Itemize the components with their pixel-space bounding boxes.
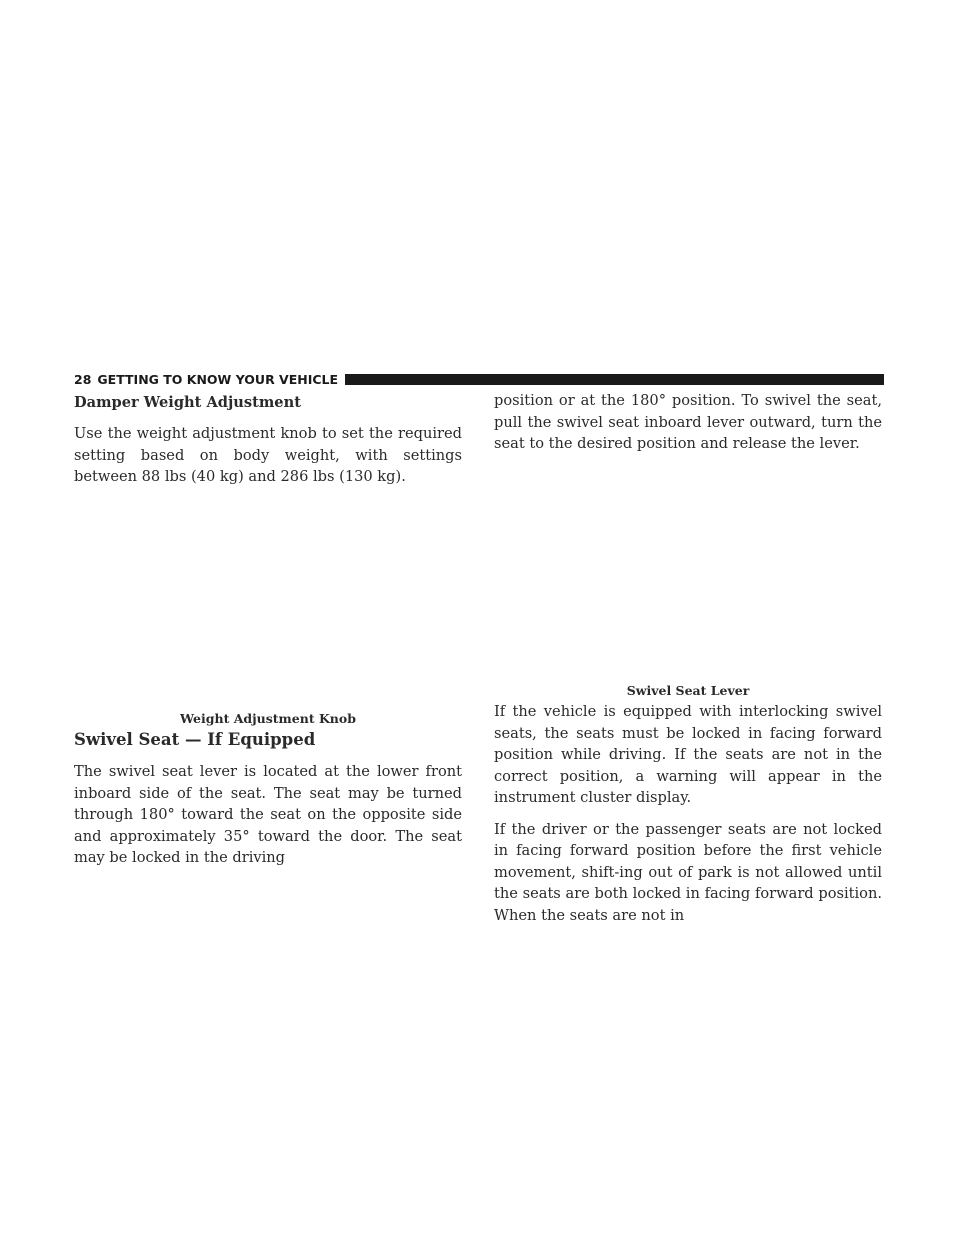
header-rule	[345, 374, 884, 385]
damper-weight-heading: Damper Weight Adjustment	[74, 394, 301, 411]
interlock-paragraph: If the vehicle is equipped with interlocking swivel seats, the seats must be locked in facing forward position while driving. If the seats are not in the correct position, a warning will appear in the instrument cluster display.	[494, 703, 882, 806]
left-column-bottom	[74, 729, 462, 869]
weight-adjustment-knob-figure	[74, 500, 462, 700]
weight-adjustment-knob-caption: Weight Adjustment Knob	[180, 711, 356, 726]
swivel-continued-paragraph: position or at the 180° position. To swivel the seat, pull the swivel seat inboard lever outward, turn the seat to the desired position and release the lever.	[494, 392, 882, 452]
left-column-top	[74, 393, 462, 488]
swivel-seat-lever-caption: Swivel Seat Lever	[626, 683, 750, 698]
right-column-bottom	[494, 701, 882, 926]
right-column-top	[494, 390, 882, 455]
swivel-seat-heading: Swivel Seat — If Equipped	[74, 730, 316, 749]
section-title: GETTING TO KNOW YOUR VEHICLE	[97, 371, 339, 387]
page-number: 28	[74, 371, 92, 387]
swivel-seat-lever-figure	[494, 470, 882, 670]
page-header	[74, 372, 884, 386]
damper-weight-paragraph: Use the weight adjustment knob to set the required setting based on body weight, with settings between 88 lbs (40 kg) and 286 lbs (130 kg).	[74, 425, 462, 485]
shift-paragraph: If the driver or the passenger seats are not locked in facing forward position before the first vehicle movement, shift-ing out of park is not allowed until the seats are both locked in facing forward position. When the seats are not in	[494, 820, 882, 924]
swivel-seat-paragraph: The swivel seat lever is located at the lower front inboard side of the seat. The seat may be turned through 180° toward the seat on the opposite side and approximately 35° toward the door. The seat may be locked in the driving	[74, 763, 462, 866]
